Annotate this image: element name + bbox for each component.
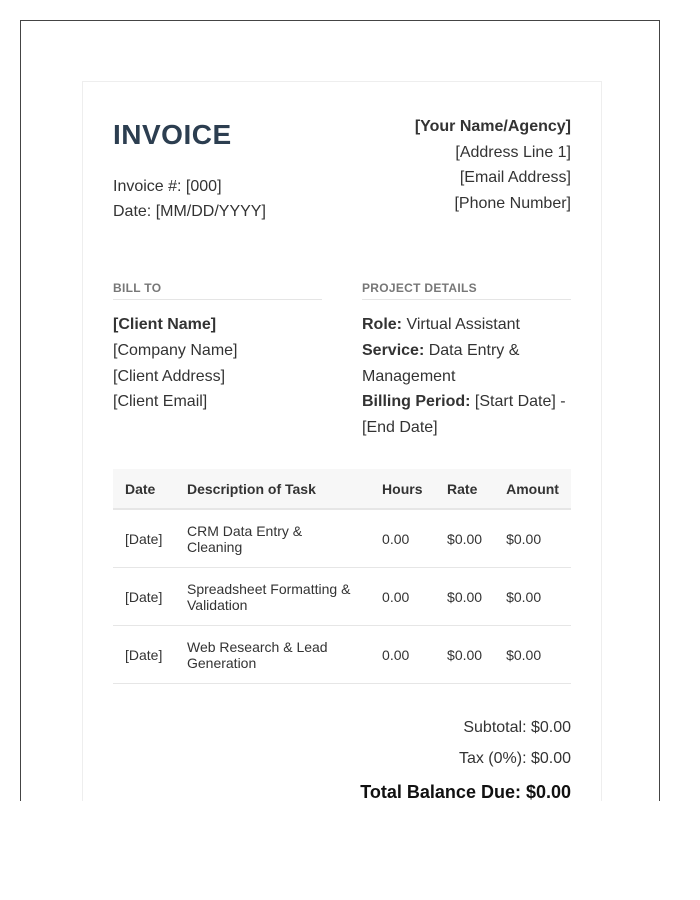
project-billing-period xyxy=(362,389,571,441)
invoice-title: INVOICE xyxy=(113,119,232,150)
table-row xyxy=(113,509,571,568)
role-label: Role: xyxy=(362,316,402,333)
table-header-row xyxy=(113,469,571,509)
project-role xyxy=(362,312,571,338)
cell-hours: 0.00 xyxy=(370,626,435,684)
table-row xyxy=(113,568,571,626)
cell-date: [Date] xyxy=(113,568,175,626)
invoice-number: Invoice #: [000] xyxy=(113,178,222,195)
totals-block xyxy=(360,712,571,801)
header-hours: Hours xyxy=(370,469,435,509)
client-name: [Client Name] xyxy=(113,316,217,333)
billing-period-label: Billing Period: xyxy=(362,393,471,411)
cell-hours: 0.00 xyxy=(370,568,435,626)
sender-block xyxy=(415,114,571,216)
invoice-date: Date: [MM/DD/YYYY] xyxy=(113,203,266,220)
cell-date: [Date] xyxy=(113,626,175,684)
cell-rate: $0.00 xyxy=(435,568,494,626)
project-service xyxy=(362,338,571,390)
tax: Tax (0%): $0.00 xyxy=(458,750,571,767)
header-description: Description of Task xyxy=(175,469,370,509)
project-details-body xyxy=(362,312,571,441)
cell-date: [Date] xyxy=(113,509,175,568)
cell-amount: $0.00 xyxy=(494,509,571,568)
service-value: Data Entry & Management xyxy=(362,341,520,385)
client-address: [Client Address] xyxy=(113,367,226,385)
sender-agency: [Your Name/Agency] xyxy=(414,118,571,135)
project-details-section xyxy=(362,281,571,441)
bill-to-heading: BILL TO xyxy=(113,281,322,300)
header-rate: Rate xyxy=(435,469,494,509)
cell-amount: $0.00 xyxy=(494,568,571,626)
cell-description: CRM Data Entry & Cleaning xyxy=(175,509,370,568)
service-label: Service: xyxy=(362,341,425,359)
cell-amount: $0.00 xyxy=(494,626,571,684)
sender-email: [Email Address] xyxy=(459,169,571,186)
table-row xyxy=(113,626,571,684)
invoice-document xyxy=(82,81,602,801)
line-items-table xyxy=(113,469,571,684)
client-email: [Client Email] xyxy=(113,393,208,411)
page-frame xyxy=(20,20,660,801)
sender-phone: [Phone Number] xyxy=(454,194,571,212)
subtotal: Subtotal: $0.00 xyxy=(463,719,571,736)
bill-to-section xyxy=(113,281,322,415)
sender-address: [Address Line 1] xyxy=(455,143,571,161)
header-date: Date xyxy=(113,469,175,509)
cell-description: Spreadsheet Formatting & Validation xyxy=(175,568,370,626)
cell-rate: $0.00 xyxy=(435,626,494,684)
cell-description: Web Research & Lead Generation xyxy=(175,626,370,684)
total-balance-due: Total Balance Due: $0.00 xyxy=(360,782,571,801)
client-company: [Company Name] xyxy=(113,341,238,359)
role-value: Virtual Assistant xyxy=(402,316,520,333)
header-amount: Amount xyxy=(494,469,571,509)
cell-rate: $0.00 xyxy=(435,509,494,568)
invoice-meta xyxy=(113,174,266,224)
bill-to-body xyxy=(113,312,322,415)
project-details-heading: PROJECT DETAILS xyxy=(362,281,571,300)
billing-period-value: [Start Date] - [End Date] xyxy=(362,393,566,437)
cell-hours: 0.00 xyxy=(370,509,435,568)
